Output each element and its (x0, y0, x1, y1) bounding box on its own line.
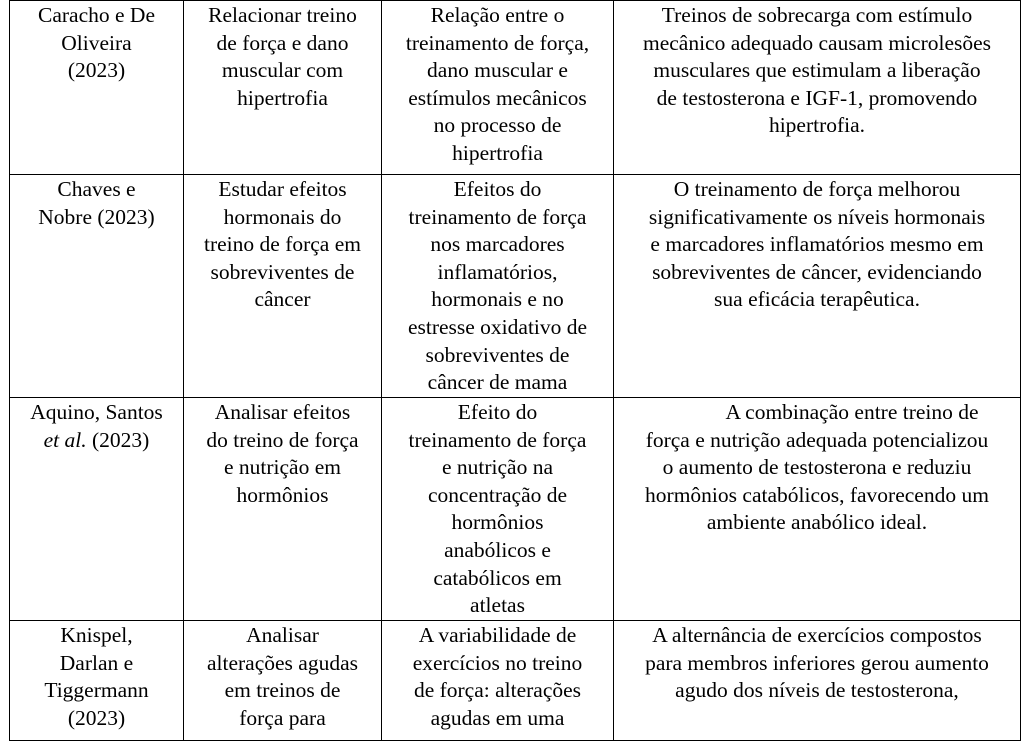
text-line: sobreviventes de (425, 342, 570, 367)
text-line: treino de força em (204, 232, 361, 257)
text-line: A variabilidade de (418, 623, 577, 647)
text-line: Efeitos do (453, 177, 542, 201)
text-line: Relacionar treino (208, 3, 357, 27)
text-line: treinamento de força, (405, 30, 590, 55)
text-line: ambiente anabólico ideal. (706, 510, 928, 535)
text-line: treinamento de força (408, 204, 587, 229)
text-line: hormônios catabólicos, favorecendo um (645, 482, 989, 507)
text-line: em treinos de (224, 678, 341, 703)
text-line: Analisar (246, 623, 319, 647)
author-cell (10, 398, 184, 621)
result-cell (614, 621, 1021, 741)
text-line: exercícios no treino (412, 650, 583, 675)
studies-table (9, 0, 1021, 741)
text-line: de testosterona e IGF-1, promovendo (656, 85, 978, 110)
text-line (14, 427, 179, 455)
text-line: hipertrofia (452, 140, 543, 165)
text-line: Oliveira (61, 30, 132, 55)
text-line: sobreviventes de (210, 259, 355, 284)
text-line: alterações agudas (206, 650, 358, 675)
text-line: Treinos de sobrecarga com estímulo (661, 3, 973, 27)
text-line: Aquino, Santos (30, 400, 163, 424)
objective-cell (184, 175, 382, 398)
objective-cell (184, 1, 382, 175)
result-cell (614, 1, 1021, 175)
text-line: hormônios (451, 510, 544, 535)
text-line: Darlan e (59, 650, 134, 675)
text-line: musculares que estimulam a liberação (653, 58, 981, 83)
objective-cell (184, 621, 382, 741)
author-cell (10, 175, 184, 398)
author-cell (10, 621, 184, 741)
result-cell (614, 398, 1021, 621)
text-line: catabólicos em (433, 565, 562, 590)
text-line: Knispel, (60, 623, 133, 647)
et-al-italic: et al. (43, 427, 87, 452)
text-line: significativamente os níveis hormonais (648, 204, 986, 229)
result-cell (614, 175, 1021, 398)
theme-cell (382, 1, 614, 175)
text-line: Chaves e (57, 177, 136, 201)
text-line: estímulos mecânicos (408, 85, 587, 110)
text-line: A combinação entre treino de (725, 400, 979, 424)
text-line: dano muscular e (427, 58, 568, 83)
text-line: do treino de força (206, 427, 359, 452)
text-line: Relação entre o (430, 3, 565, 27)
text-line: Tiggermann (44, 678, 149, 703)
text-line: Analisar efeitos (214, 400, 351, 424)
text-line: Estudar efeitos (218, 177, 347, 201)
text-line: muscular com (221, 58, 344, 83)
text-line: e nutrição em (223, 455, 341, 480)
objective-cell (184, 398, 382, 621)
text-line: agudo dos níveis de testosterona, (675, 678, 959, 703)
text-line: no processo de (433, 113, 562, 138)
text-line: (2023) (67, 705, 126, 730)
text-line: para membros inferiores gerou aumento (645, 650, 989, 675)
table-row (10, 175, 1021, 398)
text-line: Nobre (2023) (38, 204, 155, 229)
table-row (10, 621, 1021, 741)
theme-cell (382, 398, 614, 621)
author-year: (2023) (92, 427, 150, 452)
theme-cell (382, 621, 614, 741)
text-line: A alternância de exercícios compostos (652, 623, 982, 647)
text-line: câncer de mama (427, 370, 568, 395)
text-line: hormonais e no (431, 287, 564, 312)
table-row (10, 1, 1021, 175)
text-line: treinamento de força (408, 427, 587, 452)
text-line: mecânico adequado causam microlesões (642, 30, 992, 55)
text-line: atletas (470, 593, 525, 618)
text-line: Efeito do (457, 400, 538, 424)
text-line: hormonais do (223, 204, 342, 229)
text-line: estresse oxidativo de (407, 314, 588, 339)
text-line: agudas em uma (430, 705, 565, 730)
text-line: hipertrofia. (768, 113, 866, 138)
text-line: (2023) (67, 58, 126, 83)
text-line: hipertrofia (237, 85, 328, 110)
text-line: concentração de (427, 482, 568, 507)
text-line: hormônios (236, 482, 329, 507)
text-line: de força: alterações (413, 678, 582, 703)
text-line: câncer (254, 287, 311, 312)
table-row (10, 398, 1021, 621)
author-cell (10, 1, 184, 175)
text-line: força e nutrição adequada potencializou (645, 427, 989, 452)
text-line: anabólicos e (444, 537, 551, 562)
text-line: Caracho e De (38, 3, 155, 27)
text-line: sua eficácia terapêutica. (714, 287, 920, 312)
text-line: inflamatórios, (437, 259, 558, 284)
text-line: sobreviventes de câncer, evidenciando (652, 259, 982, 284)
text-line: força para (239, 705, 326, 730)
theme-cell (382, 175, 614, 398)
text-line: O treinamento de força melhorou (673, 177, 961, 201)
text-line: de força e dano (216, 30, 349, 55)
text-line: o aumento de testosterona e reduziu (662, 455, 972, 480)
text-line: e nutrição na (441, 455, 554, 480)
text-line: e marcadores inflamatórios mesmo em (650, 232, 984, 257)
text-line: nos marcadores (430, 232, 565, 257)
